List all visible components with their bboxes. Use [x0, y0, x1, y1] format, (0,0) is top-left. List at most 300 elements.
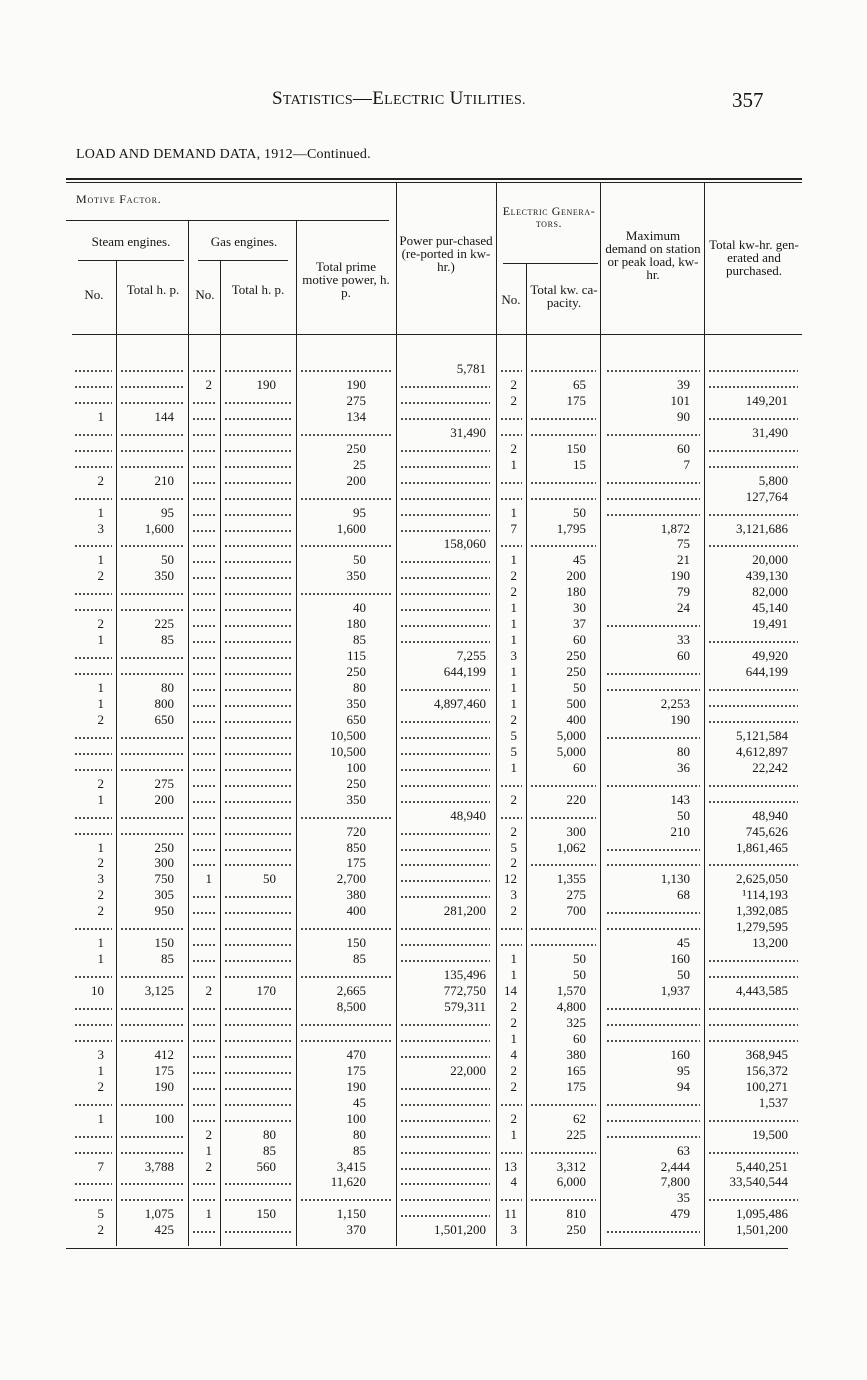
cell-gen-no: 4	[510, 1047, 517, 1062]
dot-leader	[224, 527, 292, 535]
cell-steam-hp: 1,600	[144, 521, 174, 536]
header-steam-engines: Steam engines.	[91, 234, 171, 249]
dot-leader	[224, 909, 292, 917]
dot-leader	[300, 1021, 392, 1029]
cell-gen-kw: 1,570	[556, 983, 586, 998]
cell-steam-hp: 1,075	[144, 1206, 174, 1221]
header-gen-no: No.	[501, 292, 521, 307]
dot-leader	[224, 846, 292, 854]
dot-leader	[192, 909, 216, 917]
cell-prime-hp: 400	[346, 903, 366, 918]
dot-leader	[120, 447, 184, 455]
dot-leader	[74, 1005, 112, 1013]
cell-steam-no: 2	[97, 903, 104, 918]
cell-purchased: 5,781	[456, 361, 486, 376]
header-steam-total-hp: Total h. p.	[126, 282, 180, 297]
dot-leader	[300, 973, 392, 981]
cell-gas-no: 2	[205, 377, 212, 392]
cell-steam-hp: 144	[154, 409, 174, 424]
dot-leader	[224, 574, 292, 582]
dot-leader	[192, 750, 216, 758]
header-gas-no: No.	[195, 287, 215, 302]
cell-gen-kw: 200	[566, 568, 586, 583]
cell-steam-no: 1	[97, 1063, 104, 1078]
dot-leader	[192, 574, 216, 582]
dot-leader	[74, 1021, 112, 1029]
cell-max-demand: 210	[670, 824, 690, 839]
cell-steam-hp: 225	[154, 616, 174, 631]
cell-total-kwhr: 5,440,251	[736, 1159, 788, 1174]
table-title: LOAD AND DEMAND DATA, 1912—Continued.	[76, 147, 371, 162]
dot-leader	[224, 590, 292, 598]
dot-leader	[224, 638, 292, 646]
cell-steam-no: 1	[97, 409, 104, 424]
dot-leader	[708, 718, 798, 726]
cell-prime-hp: 11,620	[330, 1174, 366, 1189]
cell-gen-kw: 1,062	[556, 840, 586, 855]
dot-leader	[120, 1021, 184, 1029]
cell-total-kwhr: 4,443,585	[736, 983, 788, 998]
cell-prime-hp: 250	[346, 441, 366, 456]
cell-prime-hp: 50	[353, 552, 366, 567]
cell-gen-no: 1	[510, 951, 517, 966]
cell-gen-kw: 45	[573, 552, 586, 567]
dot-leader	[224, 766, 292, 774]
cell-total-kwhr: 1,501,200	[736, 1222, 788, 1237]
cell-gen-kw: 700	[566, 903, 586, 918]
dot-leader	[74, 973, 112, 981]
dot-leader	[192, 415, 216, 423]
cell-total-kwhr: 100,271	[745, 1079, 788, 1094]
dot-leader	[224, 479, 292, 487]
dot-leader	[120, 670, 184, 678]
dot-leader	[224, 1196, 292, 1204]
cell-prime-hp: 350	[346, 696, 366, 711]
dot-leader	[606, 431, 700, 439]
dot-leader	[120, 542, 184, 550]
dot-leader	[708, 973, 798, 981]
dot-leader	[120, 1037, 184, 1045]
dot-leader	[224, 415, 292, 423]
cell-steam-hp: 200	[154, 792, 174, 807]
cell-gen-kw: 810	[566, 1206, 586, 1221]
cell-gen-no: 3	[510, 1222, 517, 1237]
dot-leader	[606, 622, 700, 630]
dot-leader	[192, 654, 216, 662]
dot-leader	[192, 431, 216, 439]
dot-leader	[192, 830, 216, 838]
cell-gen-kw: 50	[573, 680, 586, 695]
dot-leader	[224, 718, 292, 726]
dot-leader	[606, 1117, 700, 1125]
dot-leader	[224, 925, 292, 933]
dot-leader	[120, 925, 184, 933]
cell-steam-no: 3	[97, 521, 104, 536]
cell-max-demand: 79	[677, 584, 690, 599]
dot-leader	[708, 367, 798, 375]
dot-leader	[192, 814, 216, 822]
dot-leader	[74, 383, 112, 391]
dot-leader	[192, 590, 216, 598]
cell-gas-hp: 150	[256, 1206, 276, 1221]
cell-prime-hp: 720	[346, 824, 366, 839]
cell-purchased: 7,255	[456, 648, 486, 663]
cell-max-demand: 7	[683, 457, 690, 472]
cell-total-kwhr: 644,199	[745, 664, 788, 679]
dot-leader	[708, 798, 798, 806]
cell-max-demand: 63	[677, 1143, 690, 1158]
cell-total-kwhr: 20,000	[752, 552, 788, 567]
dot-leader	[606, 511, 700, 519]
dot-leader	[224, 750, 292, 758]
dot-leader	[192, 447, 216, 455]
cell-purchased: 48,940	[450, 808, 486, 823]
dot-leader	[708, 957, 798, 965]
dot-leader	[606, 1228, 700, 1236]
cell-gen-no: 1	[510, 1031, 517, 1046]
dot-leader	[74, 925, 112, 933]
dot-leader	[192, 957, 216, 965]
cell-purchased: 281,200	[443, 903, 486, 918]
dot-leader	[120, 1180, 184, 1188]
dot-leader	[606, 479, 700, 487]
dot-leader	[120, 606, 184, 614]
dot-leader	[606, 495, 700, 503]
cell-gen-kw: 300	[566, 824, 586, 839]
dot-leader	[192, 766, 216, 774]
cell-gen-no: 2	[510, 1063, 517, 1078]
cell-gen-kw: 6,000	[556, 1174, 586, 1189]
cell-gen-kw: 250	[566, 648, 586, 663]
dot-leader	[120, 973, 184, 981]
cell-gen-no: 2	[510, 1079, 517, 1094]
dot-leader	[224, 782, 292, 790]
cell-gen-kw: 1,795	[556, 521, 586, 536]
dot-leader	[192, 734, 216, 742]
dot-leader	[74, 495, 112, 503]
header-steam-no: No.	[84, 287, 104, 302]
cell-gas-no: 2	[205, 1159, 212, 1174]
dot-leader	[400, 941, 490, 949]
cell-gen-no: 1	[510, 600, 517, 615]
cell-total-kwhr: 19,491	[752, 616, 788, 631]
dot-leader	[708, 861, 798, 869]
cell-gen-kw: 60	[573, 1031, 586, 1046]
dot-leader	[300, 590, 392, 598]
dot-leader	[192, 782, 216, 790]
dot-leader	[224, 893, 292, 901]
dot-leader	[606, 782, 700, 790]
cell-gen-no: 5	[510, 840, 517, 855]
dot-leader	[708, 686, 798, 694]
cell-max-demand: 2,253	[660, 696, 690, 711]
dot-leader	[530, 542, 596, 550]
cell-gen-no: 1	[510, 457, 517, 472]
cell-steam-no: 2	[97, 887, 104, 902]
dot-leader	[192, 1196, 216, 1204]
dot-leader	[120, 495, 184, 503]
cell-max-demand: 21	[677, 552, 690, 567]
cell-total-kwhr: 4,612,897	[736, 744, 788, 759]
dot-leader	[500, 925, 522, 933]
cell-purchased: 4,897,460	[434, 696, 486, 711]
cell-max-demand: 190	[670, 712, 690, 727]
cell-prime-hp: 200	[346, 473, 366, 488]
dot-leader	[500, 814, 522, 822]
header-total-kwhr: Total kw-hr. gen-erated and purchased.	[709, 237, 799, 278]
cell-gen-no: 2	[510, 377, 517, 392]
cell-prime-hp: 10,500	[330, 744, 366, 759]
dot-leader	[708, 383, 798, 391]
header-gas-total-hp: Total h. p.	[231, 282, 285, 297]
dot-leader	[224, 1228, 292, 1236]
dot-leader	[708, 511, 798, 519]
cell-prime-hp: 470	[346, 1047, 366, 1062]
dot-leader	[224, 830, 292, 838]
dot-leader	[300, 814, 392, 822]
dot-leader	[708, 782, 798, 790]
dot-leader	[224, 447, 292, 455]
cell-gen-kw: 4,800	[556, 999, 586, 1014]
cell-gen-kw: 400	[566, 712, 586, 727]
cell-max-demand: 35	[677, 1190, 690, 1205]
dot-leader	[192, 463, 216, 471]
cell-gen-kw: 250	[566, 664, 586, 679]
cell-gen-kw: 50	[573, 967, 586, 982]
dot-leader	[224, 1117, 292, 1125]
cell-steam-hp: 100	[154, 1111, 174, 1126]
header-total-kw: Total kw. ca-pacity.	[530, 282, 598, 310]
cell-total-kwhr: 31,490	[752, 425, 788, 440]
cell-total-kwhr: 13,200	[752, 935, 788, 950]
dot-leader	[606, 734, 700, 742]
cell-max-demand: 143	[670, 792, 690, 807]
dot-leader	[606, 1005, 700, 1013]
dot-leader	[606, 1133, 700, 1141]
cell-gen-kw: 3,312	[556, 1159, 586, 1174]
cell-gen-kw: 275	[566, 887, 586, 902]
dot-leader	[530, 431, 596, 439]
dot-leader	[606, 1021, 700, 1029]
dot-leader	[74, 606, 112, 614]
cell-max-demand: 36	[677, 760, 690, 775]
cell-total-kwhr: 1,392,085	[736, 903, 788, 918]
cell-steam-no: 1	[97, 552, 104, 567]
cell-gas-hp: 560	[256, 1159, 276, 1174]
dot-leader	[192, 1117, 216, 1125]
dot-leader	[224, 1053, 292, 1061]
dot-leader	[530, 415, 596, 423]
dot-leader	[530, 1149, 596, 1157]
cell-steam-hp: 800	[154, 696, 174, 711]
cell-steam-hp: 350	[154, 568, 174, 583]
cell-gen-no: 2	[510, 568, 517, 583]
cell-gen-kw: 325	[566, 1015, 586, 1030]
dot-leader	[74, 1133, 112, 1141]
dot-leader	[530, 367, 596, 375]
dot-leader	[120, 814, 184, 822]
dot-leader	[192, 686, 216, 694]
dot-leader	[224, 734, 292, 742]
dot-leader	[606, 925, 700, 933]
dot-leader	[192, 925, 216, 933]
cell-total-kwhr: 49,920	[752, 648, 788, 663]
cell-gen-kw: 380	[566, 1047, 586, 1062]
cell-prime-hp: 8,500	[336, 999, 366, 1014]
dot-leader	[74, 1101, 112, 1109]
cell-steam-hp: 80	[161, 680, 174, 695]
dot-leader	[192, 1228, 216, 1236]
cell-steam-no: 2	[97, 568, 104, 583]
cell-gen-kw: 5,000	[556, 728, 586, 743]
cell-max-demand: 75	[677, 536, 690, 551]
dot-leader	[606, 846, 700, 854]
cell-steam-hp: 3,788	[144, 1159, 174, 1174]
cell-prime-hp: 80	[353, 1127, 366, 1142]
cell-steam-hp: 3,125	[144, 983, 174, 998]
cell-prime-hp: 10,500	[330, 728, 366, 743]
cell-steam-no: 1	[97, 951, 104, 966]
dot-leader	[500, 367, 522, 375]
header-electric-generators: Electric Genera-tors.	[502, 204, 596, 230]
dot-leader	[300, 367, 392, 375]
dot-leader	[192, 527, 216, 535]
cell-gen-no: 11	[504, 1206, 517, 1221]
cell-gen-kw: 37	[573, 616, 586, 631]
dot-leader	[192, 798, 216, 806]
cell-total-kwhr: 3,121,686	[736, 521, 788, 536]
cell-prime-hp: 370	[346, 1222, 366, 1237]
cell-gen-no: 3	[510, 648, 517, 663]
cell-gen-kw: 225	[566, 1127, 586, 1142]
cell-prime-hp: 380	[346, 887, 366, 902]
cell-total-kwhr: 1,861,465	[736, 840, 788, 855]
dot-leader	[224, 1037, 292, 1045]
cell-gen-no: 1	[510, 967, 517, 982]
dot-leader	[500, 542, 522, 550]
cell-total-kwhr: 45,140	[752, 600, 788, 615]
cell-gen-no: 2	[510, 441, 517, 456]
cell-steam-no: 1	[97, 840, 104, 855]
dot-leader	[120, 590, 184, 598]
dot-leader	[500, 479, 522, 487]
cell-gen-no: 2	[510, 712, 517, 727]
header-total-prime: Total prime motive power, h. p.	[302, 259, 390, 300]
cell-gas-no: 2	[205, 1127, 212, 1142]
dot-leader	[530, 479, 596, 487]
cell-prime-hp: 100	[346, 760, 366, 775]
dot-leader	[300, 1196, 392, 1204]
cell-gen-kw: 220	[566, 792, 586, 807]
dot-leader	[74, 1149, 112, 1157]
cell-prime-hp: 250	[346, 776, 366, 791]
cell-prime-hp: 1,600	[336, 521, 366, 536]
cell-gen-no: 13	[504, 1159, 517, 1174]
dot-leader	[224, 941, 292, 949]
dot-leader	[192, 941, 216, 949]
dot-leader	[224, 814, 292, 822]
cell-gen-no: 1	[510, 552, 517, 567]
cell-total-kwhr: 2,625,050	[736, 871, 788, 886]
cell-max-demand: 80	[677, 744, 690, 759]
cell-max-demand: 160	[670, 1047, 690, 1062]
cell-total-kwhr: 156,372	[745, 1063, 788, 1078]
cell-gen-kw: 60	[573, 760, 586, 775]
dot-leader	[400, 415, 490, 423]
dot-leader	[500, 941, 522, 949]
cell-gen-no: 12	[504, 871, 517, 886]
cell-gas-hp: 80	[263, 1127, 276, 1142]
dot-leader	[224, 1005, 292, 1013]
cell-gen-kw: 62	[573, 1111, 586, 1126]
cell-total-kwhr: 127,764	[745, 489, 788, 504]
cell-steam-no: 10	[91, 983, 104, 998]
dot-leader	[400, 495, 490, 503]
dot-leader	[224, 1101, 292, 1109]
dot-leader	[120, 734, 184, 742]
cell-prime-hp: 190	[346, 1079, 366, 1094]
cell-gen-no: 2	[510, 855, 517, 870]
cell-total-kwhr: 1,537	[758, 1095, 788, 1110]
cell-prime-hp: 850	[346, 840, 366, 855]
dot-leader	[224, 622, 292, 630]
cell-purchased: 579,311	[444, 999, 486, 1014]
cell-prime-hp: 250	[346, 664, 366, 679]
dot-leader	[74, 734, 112, 742]
dot-leader	[300, 542, 392, 550]
dot-leader	[708, 415, 798, 423]
dot-leader	[192, 702, 216, 710]
dot-leader	[192, 638, 216, 646]
dot-leader	[224, 463, 292, 471]
cell-gen-kw: 175	[566, 393, 586, 408]
cell-steam-no: 3	[97, 1047, 104, 1062]
cell-gen-no: 2	[510, 1015, 517, 1030]
cell-steam-hp: 190	[154, 1079, 174, 1094]
cell-steam-no: 2	[97, 616, 104, 631]
cell-steam-hp: 300	[154, 855, 174, 870]
dot-leader	[120, 654, 184, 662]
dot-leader	[224, 1021, 292, 1029]
cell-steam-no: 1	[97, 505, 104, 520]
cell-gen-no: 1	[510, 696, 517, 711]
cell-steam-hp: 412	[154, 1047, 174, 1062]
cell-steam-hp: 210	[154, 473, 174, 488]
dot-leader	[120, 830, 184, 838]
dot-leader	[224, 686, 292, 694]
cell-steam-no: 1	[97, 792, 104, 807]
dot-leader	[192, 1037, 216, 1045]
cell-max-demand: 50	[677, 967, 690, 982]
cell-gen-kw: 60	[573, 632, 586, 647]
cell-gen-kw: 180	[566, 584, 586, 599]
cell-prime-hp: 650	[346, 712, 366, 727]
cell-prime-hp: 85	[353, 951, 366, 966]
cell-steam-no: 2	[97, 776, 104, 791]
dot-leader	[192, 1021, 216, 1029]
header-power-purchased: Power pur-chased (re-ported in kw-hr.)	[399, 233, 493, 274]
cell-total-kwhr: 5,121,584	[736, 728, 788, 743]
cell-prime-hp: 275	[346, 393, 366, 408]
dot-leader	[530, 1196, 596, 1204]
cell-total-kwhr: ¹114,193	[742, 887, 788, 902]
dot-leader	[224, 542, 292, 550]
cell-gen-no: 2	[510, 792, 517, 807]
dot-leader	[120, 1005, 184, 1013]
cell-gen-no: 2	[510, 584, 517, 599]
dot-leader	[400, 782, 490, 790]
cell-steam-no: 2	[97, 1079, 104, 1094]
